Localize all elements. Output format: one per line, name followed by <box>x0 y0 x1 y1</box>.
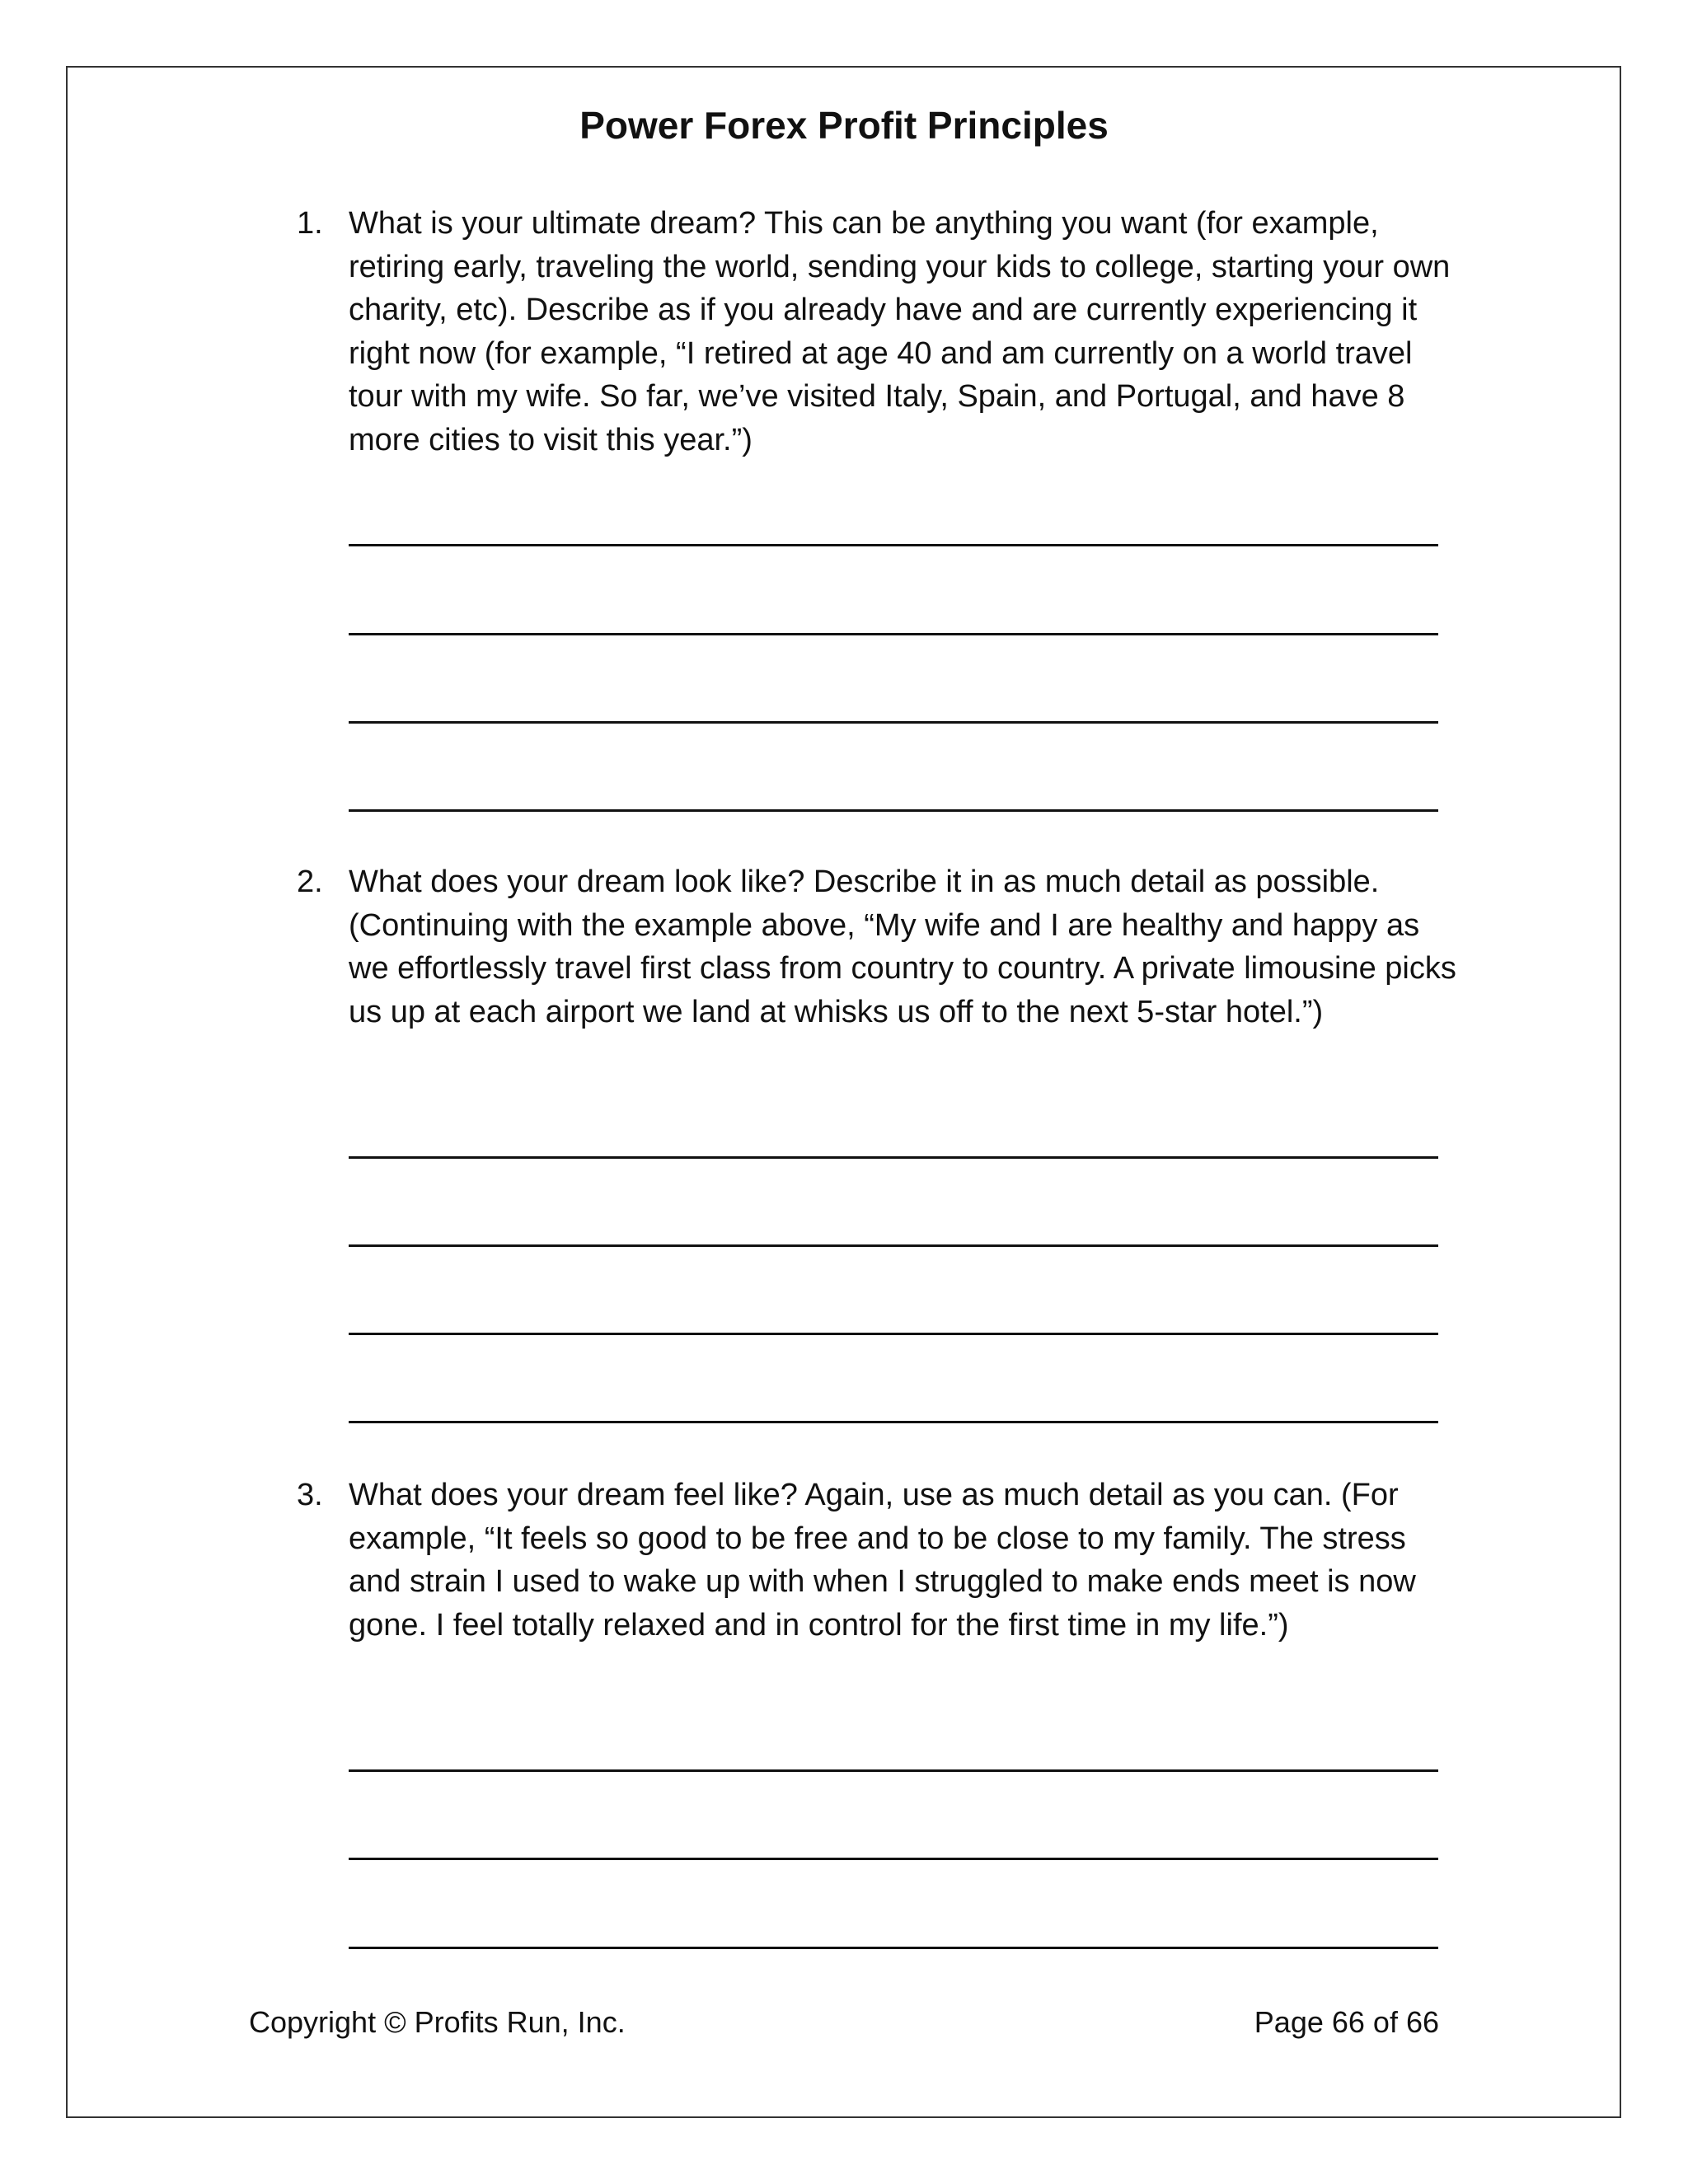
question-number: 1. <box>297 206 323 241</box>
answer-line[interactable] <box>349 1156 1438 1159</box>
answer-line[interactable] <box>349 1769 1438 1772</box>
footer-page-number: Page 66 of 66 <box>1254 2005 1439 2039</box>
answer-line[interactable] <box>349 544 1438 546</box>
question-text: What does your dream feel like? Again, use as much detail as you can. (For example, “It feels so good to be free and to be close to my family. The stress and strain I used to wake up with when I struggled to make ends meet is now gone. I feel totally relaxed and in control for the first time in my life.”) <box>349 1478 1416 1643</box>
answer-line[interactable] <box>349 1333 1438 1335</box>
answer-line[interactable] <box>349 1244 1438 1247</box>
answer-line[interactable] <box>349 1858 1438 1860</box>
footer-copyright: Copyright © Profits Run, Inc. <box>249 2005 626 2039</box>
answer-line[interactable] <box>349 721 1438 724</box>
question-text: What is your ultimate dream? This can be anything you want (for example, retiring early, traveling the world, sending your kids to college, starting your own charity, etc). Describe as if you already have and are currently experiencing it right now (for example, “I retired at age 40 and am currently on a world travel tour with my wife. So far, we’ve visited Italy, Spain, and Portugal, and have 8 more cities to visit this year.”) <box>349 206 1451 457</box>
question-text: What does your dream look like? Describe it in as much detail as possible. (Continuing with the example above, “My wife and I are healthy and happy as we effortlessly travel first class from country to country. A private limousine picks us up at each airport we land at whisks us off to the next 5-star hotel.”) <box>349 865 1456 1029</box>
answer-line[interactable] <box>349 1421 1438 1423</box>
page-title: Power Forex Profit Principles <box>579 104 1109 147</box>
question-number: 3. <box>297 1478 323 1512</box>
answer-line[interactable] <box>349 633 1438 635</box>
answer-line[interactable] <box>349 809 1438 812</box>
question-number: 2. <box>297 865 323 899</box>
answer-line[interactable] <box>349 1947 1438 1949</box>
